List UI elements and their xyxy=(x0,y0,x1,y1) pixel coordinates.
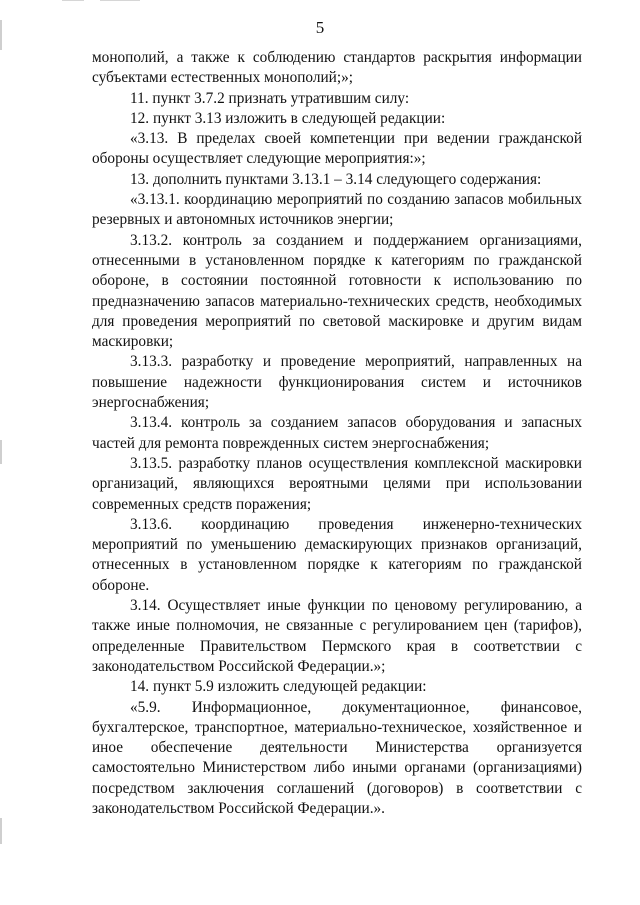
document-body xyxy=(92,48,582,819)
paragraph: 3.13.3. разработку и проведение мероприятий, направленных на повышение надежности функционирования систем и источников энергоснабжения; xyxy=(92,353,582,412)
paragraph: монополий, а также к соблюдению стандартов раскрытия информации субъектами естественных монополий;»; xyxy=(92,49,582,87)
scan-artifact xyxy=(62,0,84,1)
paragraph: 12. пункт 3.13 изложить в следующей редакции: xyxy=(130,109,446,127)
paragraph: 11. пункт 3.7.2 признать утратившим силу: xyxy=(130,89,410,107)
paragraph: 3.13.2. контроль за созданием и поддержанием организациями, отнесенными в установленном порядке к категориям по гражданской обороне, в состоянии постоянной готовности к использованию по предназначению запасов материально-технических средств, необходимых для проведения мероприятий по световой маскировке и другим видам маскировки; xyxy=(92,231,582,351)
paragraph: 3.13.5. разработку планов осуществления комплексной маскировки организаций, являющихся вероятными целями при использовании современных средств поражения; xyxy=(92,454,582,513)
paragraph: 3.13.6. координацию проведения инженерно-технических мероприятий по уменьшению демаскирующих признаков организаций, отнесенных в установленном порядке к категориям по гражданской обороне. xyxy=(92,515,582,594)
paragraph: 3.14. Осуществляет иные функции по ценовому регулированию, а также иные полномочия, не связанные с регулированием цен (тарифов), определенные Правительством Пермского края в соответствии с законодательством Российской Федерации.»; xyxy=(92,597,582,675)
paragraph: «5.9. Информационное, документационное, финансовое, бухгалтерское, транспортное, материально-техническое, хозяйственное и иное обеспечение деятельности Министерства организуется самостоятельно Министерством либо иными органами (организациями) посредством заключения соглашений (договоров) в соответствии с законодательством Российской Федерации.». xyxy=(92,698,582,817)
scan-edge-mark xyxy=(0,440,2,464)
scan-artifact xyxy=(100,0,140,1)
paragraph: «3.13.1. координацию мероприятий по созданию запасов мобильных резервных и автономных источников энергии; xyxy=(92,191,582,229)
paragraph: 3.13.4. контроль за созданием запасов оборудования и запасных частей для ремонта поврежденных систем энергоснабжения; xyxy=(92,414,582,452)
paragraph: 14. пункт 5.9 изложить следующей редакции: xyxy=(130,678,427,696)
page-number: 5 xyxy=(315,18,325,37)
paragraph: «3.13. В пределах своей компетенции при ведении гражданской обороны осуществляет следующие мероприятия:»; xyxy=(92,130,582,168)
paragraph: 13. дополнить пунктами 3.13.1 – 3.14 следующего содержания: xyxy=(130,170,542,188)
scan-edge-mark xyxy=(0,818,2,844)
